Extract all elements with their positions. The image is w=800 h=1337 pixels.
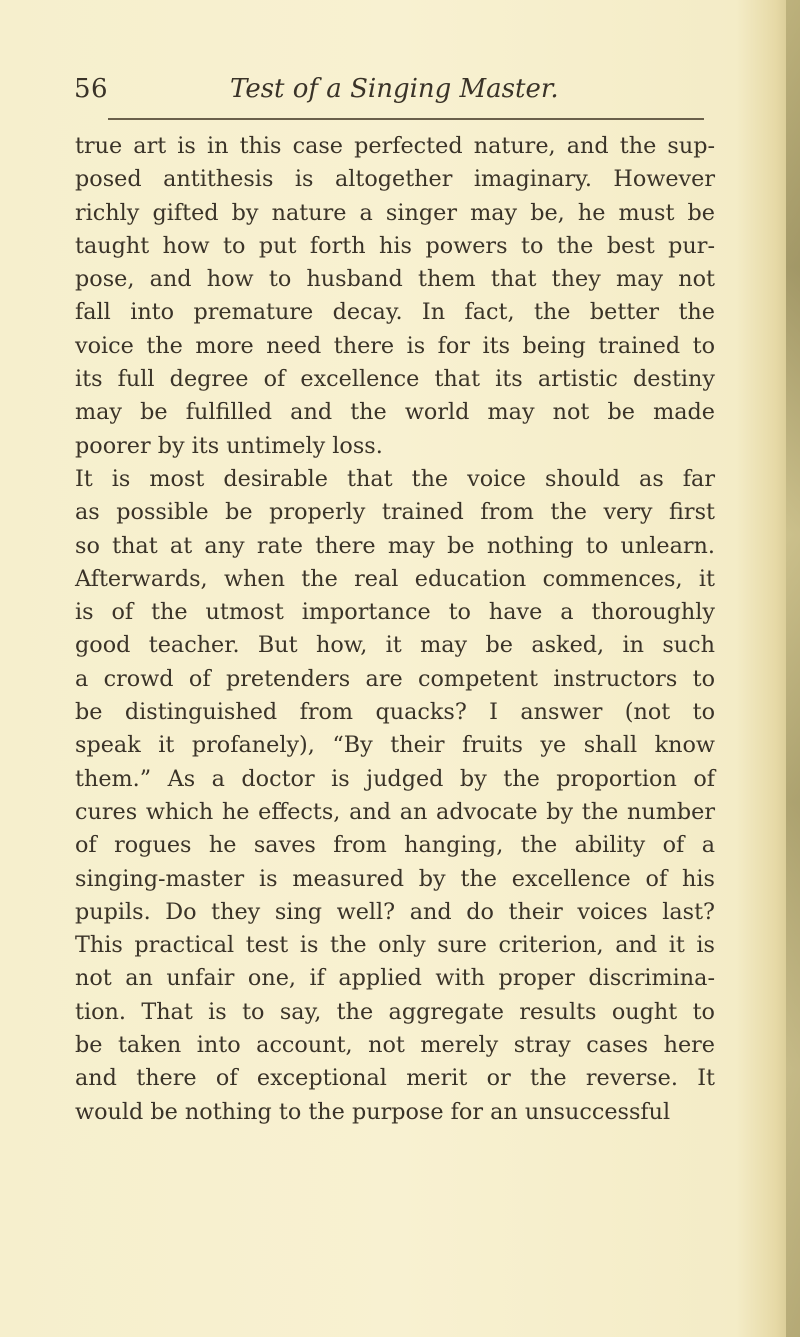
text-line: singing-master is measured by the excellence of his [75, 865, 715, 892]
text-line: its full degree of excellence that its artistic destiny [75, 366, 715, 393]
text-line: speak it profanely), “By their fruits ye shall know [75, 732, 715, 759]
text-line: is of the utmost importance to have a thoroughly [75, 599, 715, 626]
body-text [75, 130, 715, 1129]
text-line: good teacher. But how, it may be asked, in such [75, 632, 715, 659]
page-header [74, 74, 724, 108]
text-line: not an unfair one, if applied with proper discrimina- [75, 965, 715, 992]
page-number: 56 [74, 74, 109, 104]
text-line: them.” As a doctor is judged by the proportion of [75, 765, 715, 792]
text-line: voice the more need there is for its being trained to [75, 332, 715, 359]
text-line: Afterwards, when the real education commences, it [75, 565, 715, 592]
text-line: be distinguished from quacks? I answer (not to [75, 699, 715, 726]
text-line: It is most desirable that the voice should as far [75, 465, 715, 492]
text-line: as possible be properly trained from the very first [75, 499, 715, 526]
running-title: Test of a Singing Master. [230, 74, 559, 104]
text-line: of rogues he saves from hanging, the ability of a [75, 832, 715, 859]
text-line: may be fulfilled and the world may not be made [75, 399, 715, 426]
text-line: and there of exceptional merit or the reverse. It [75, 1065, 715, 1092]
text-line: poorer by its untimely loss. [75, 432, 383, 459]
text-line: taught how to put forth his powers to the best pur- [75, 232, 715, 259]
text-line: true art is in this case perfected nature, and the sup- [75, 133, 715, 159]
text-line: pose, and how to husband them that they may not [75, 266, 715, 293]
text-line: so that at any rate there may be nothing to unlearn. [75, 532, 715, 559]
text-line: posed antithesis is altogether imaginary. However [75, 166, 715, 193]
header-rule [108, 118, 704, 120]
page-edge-binding [786, 0, 800, 1337]
text-line: cures which he effects, and an advocate by the number [75, 798, 715, 825]
text-line: tion. That is to say, the aggregate results ought to [75, 998, 715, 1025]
text-line: a crowd of pretenders are competent instructors to [75, 665, 715, 692]
text-line: be taken into account, not merely stray cases here [75, 1032, 715, 1059]
text-line: This practical test is the only sure criterion, and it is [75, 932, 715, 959]
text-line: would be nothing to the purpose for an unsuccessful [75, 1098, 671, 1125]
text-line: richly gifted by nature a singer may be, he must be [75, 199, 715, 226]
text-line: pupils. Do they sing well? and do their voices last? [75, 898, 715, 925]
text-line: fall into premature decay. In fact, the better the [75, 299, 715, 326]
